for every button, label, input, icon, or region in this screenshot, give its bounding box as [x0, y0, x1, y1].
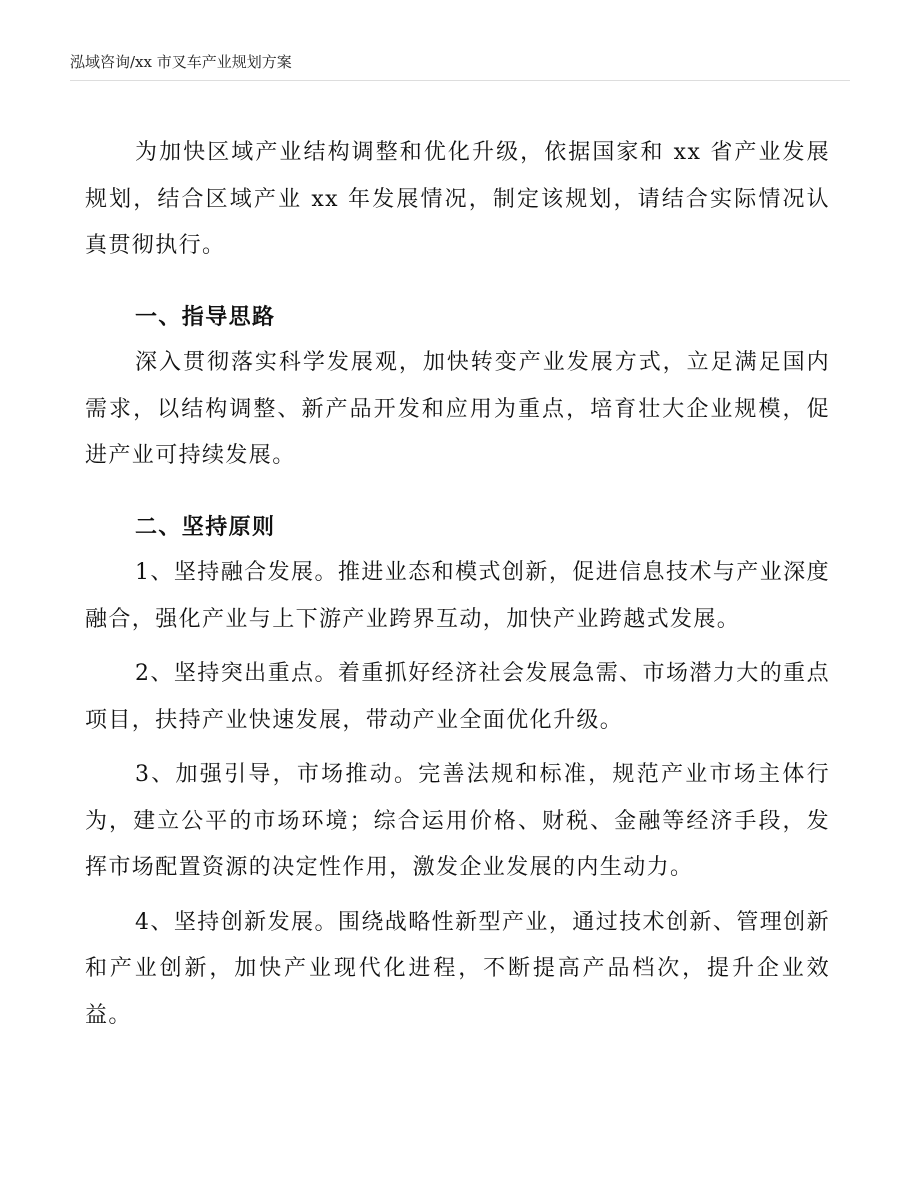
principle-item-1: 1、坚持融合发展。推进业态和模式创新，促进信息技术与产业深度融合，强化产业与上下游产业跨界互动，加快产业跨越式发展。	[85, 560, 830, 632]
header-divider	[70, 80, 850, 81]
page-header: 泓域咨询/xx 市叉车产业规划方案	[70, 53, 292, 71]
document-body	[85, 130, 830, 1039]
principle-item-2: 2、坚持突出重点。着重抓好经济社会发展急需、市场潜力大的重点项目，扶持产业快速发展，带动产业全面优化升级。	[85, 661, 830, 733]
intro-paragraph: 为加快区域产业结构调整和优化升级，依据国家和 xx 省产业发展规划，结合区域产业 xx 年发展情况，制定该规划，请结合实际情况认真贯彻执行。	[85, 140, 830, 258]
principle-item-4: 4、坚持创新发展。围绕战略性新型产业，通过技术创新、管理创新和产业创新，加快产业现代化进程，不断提高产品档次，提升企业效益。	[85, 909, 830, 1028]
principle-item-3: 3、加强引导，市场推动。完善法规和标准，规范产业市场主体行为，建立公平的市场环境；综合运用价格、财税、金融等经济手段，发挥市场配置资源的决定性作用，激发企业发展的内生动力。	[85, 762, 830, 880]
section-heading-principles: 二、坚持原则	[135, 513, 276, 540]
section-heading-guiding-ideas: 一、指导思路	[135, 303, 276, 330]
section-paragraph-guiding-ideas: 深入贯彻落实科学发展观，加快转变产业发展方式，立足满足国内需求，以结构调整、新产品开发和应用为重点，培育壮大企业规模，促进产业可持续发展。	[85, 350, 830, 468]
